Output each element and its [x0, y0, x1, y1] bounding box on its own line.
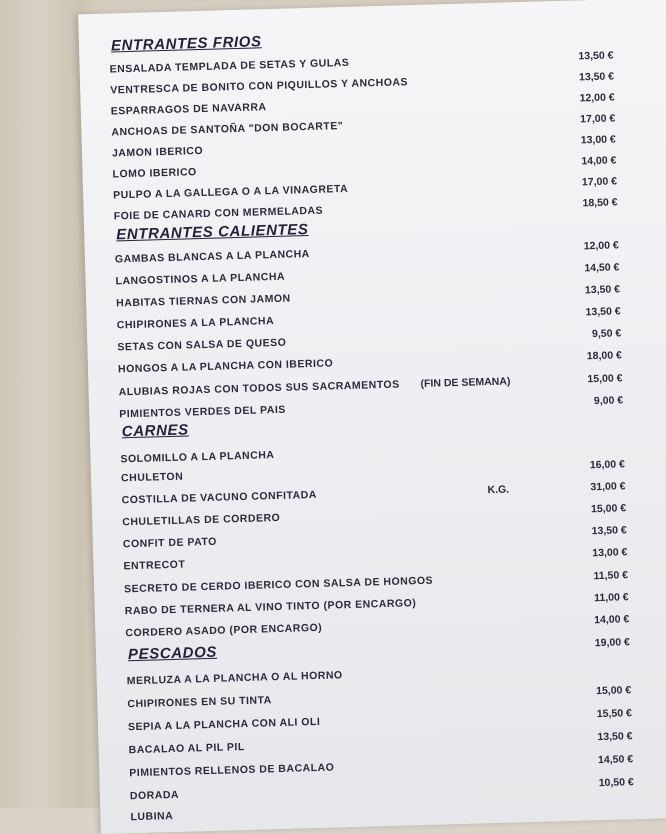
item-price: 15,00 €	[587, 372, 623, 386]
item-price: 10,50 €	[598, 776, 634, 790]
section-title-carnes: CARNES	[121, 421, 189, 441]
item-price: 13,00 €	[592, 546, 628, 560]
item-name: SECRETO DE CERDO IBERICO CON SALSA DE HONGOS	[124, 574, 434, 596]
item-name: JAMON IBERICO	[111, 144, 204, 160]
item-name: SEPIA A LA PLANCHA CON ALI OLI	[127, 715, 321, 734]
item-name: LANGOSTINOS A LA PLANCHA	[115, 270, 286, 288]
item-price: 18,50 €	[582, 196, 618, 210]
item-price: 13,50 €	[597, 730, 633, 744]
item-price: 13,50 €	[591, 524, 627, 538]
item-name: LOMO IBERICO	[112, 166, 197, 181]
item-price: 17,00 €	[581, 175, 618, 189]
item-price: 12,00 €	[583, 239, 619, 253]
item-price	[572, 797, 634, 799]
section-title-pescados: PESCADOS	[127, 643, 218, 664]
item-price: 13,50 €	[584, 283, 621, 297]
item-price: 15,50 €	[596, 707, 633, 721]
item-price	[568, 661, 630, 663]
item-price: 14,00 €	[594, 613, 630, 627]
item-name: CORDERO ASADO (POR ENCARGO)	[125, 621, 323, 640]
item-name: CHIPIRONES A LA PLANCHA	[116, 315, 275, 332]
item-name: COSTILLA DE VACUNO CONFITADA	[121, 488, 318, 507]
item-name: ALUBIAS ROJAS CON TODOS SUS SACRAMENTOS	[118, 378, 400, 399]
item-name: CHULETON	[120, 470, 184, 485]
item-unit: K.G.	[487, 483, 510, 497]
item-price: 17,00 €	[580, 112, 616, 126]
item-name: ENTRECOT	[123, 558, 186, 573]
item-price	[562, 439, 624, 441]
item-price: 19,00 €	[594, 636, 631, 650]
item-name: CHIPIRONES EN SU TINTA	[127, 694, 272, 711]
section-title-entrantes-calientes: ENTRANTES CALIENTES	[116, 221, 309, 244]
item-name: DORADA	[129, 788, 180, 803]
item-name: VENTRESCA DE BONITO CON PIQUILLOS Y ANCHOAS	[110, 76, 409, 97]
menu-sheet	[78, 0, 666, 834]
item-price: 14,00 €	[581, 154, 617, 168]
item-name: GAMBAS BLANCAS A LA PLANCHA	[114, 248, 310, 266]
item-price: 9,00 €	[593, 394, 624, 408]
item-name: BACALAO AL PIL PIL	[128, 741, 245, 757]
item-price: 18,00 €	[586, 349, 623, 363]
item-note: (FIN DE SEMANA)	[420, 375, 511, 390]
item-price: 11,00 €	[593, 591, 629, 605]
item-price: 14,50 €	[597, 753, 634, 767]
item-name: CONFIT DE PATO	[122, 535, 217, 551]
section-title-entrantes-frios: ENTRANTES FRIOS	[110, 33, 262, 55]
item-name: LUBINA	[130, 810, 174, 824]
item-price: 14,50 €	[584, 261, 620, 275]
item-name: ESPARRAGOS DE NAVARRA	[110, 101, 267, 118]
item-name: SETAS CON SALSA DE QUESO	[117, 336, 287, 354]
item-name: PIMIENTOS VERDES DEL PAIS	[119, 403, 286, 421]
item-price: 11,50 €	[593, 569, 629, 583]
item-name: CHULETILLAS DE CORDERO	[122, 511, 281, 529]
item-price: 15,00 €	[596, 684, 632, 698]
item-name: HONGOS A LA PLANCHA CON IBERICO	[117, 357, 334, 376]
item-price: 12,00 €	[579, 91, 615, 105]
item-price: 9,50 €	[591, 327, 622, 341]
item-name: FOIE DE CANARD CON MERMELADAS	[113, 204, 324, 223]
item-name: RABO DE TERNERA AL VINO TINTO (POR ENCARGO)	[124, 597, 417, 618]
item-price: 15,00 €	[590, 502, 627, 516]
item-name: HABITAS TIERNAS CON JAMON	[116, 292, 291, 310]
item-name: PULPO A LA GALLEGA O A LA VINAGRETA	[113, 182, 349, 202]
item-name: ENSALADA TEMPLADA DE SETAS Y GULAS	[109, 56, 350, 76]
item-name: MERLUZA A LA PLANCHA O AL HORNO	[126, 669, 343, 688]
item-price: 31,00 €	[590, 480, 626, 494]
item-name: PIMIENTOS RELLENOS DE BACALAO	[129, 761, 335, 780]
item-price: 13,50 €	[578, 70, 615, 84]
item-name: ANCHOAS DE SANTOÑA "DON BOCARTE"	[111, 120, 344, 139]
item-price: 16,00 €	[589, 458, 626, 472]
item-price: 13,50 €	[578, 49, 614, 63]
item-price: 13,50 €	[585, 305, 621, 319]
item-price: 13,00 €	[580, 133, 616, 147]
item-name: SOLOMILLO A LA PLANCHA	[120, 449, 275, 466]
